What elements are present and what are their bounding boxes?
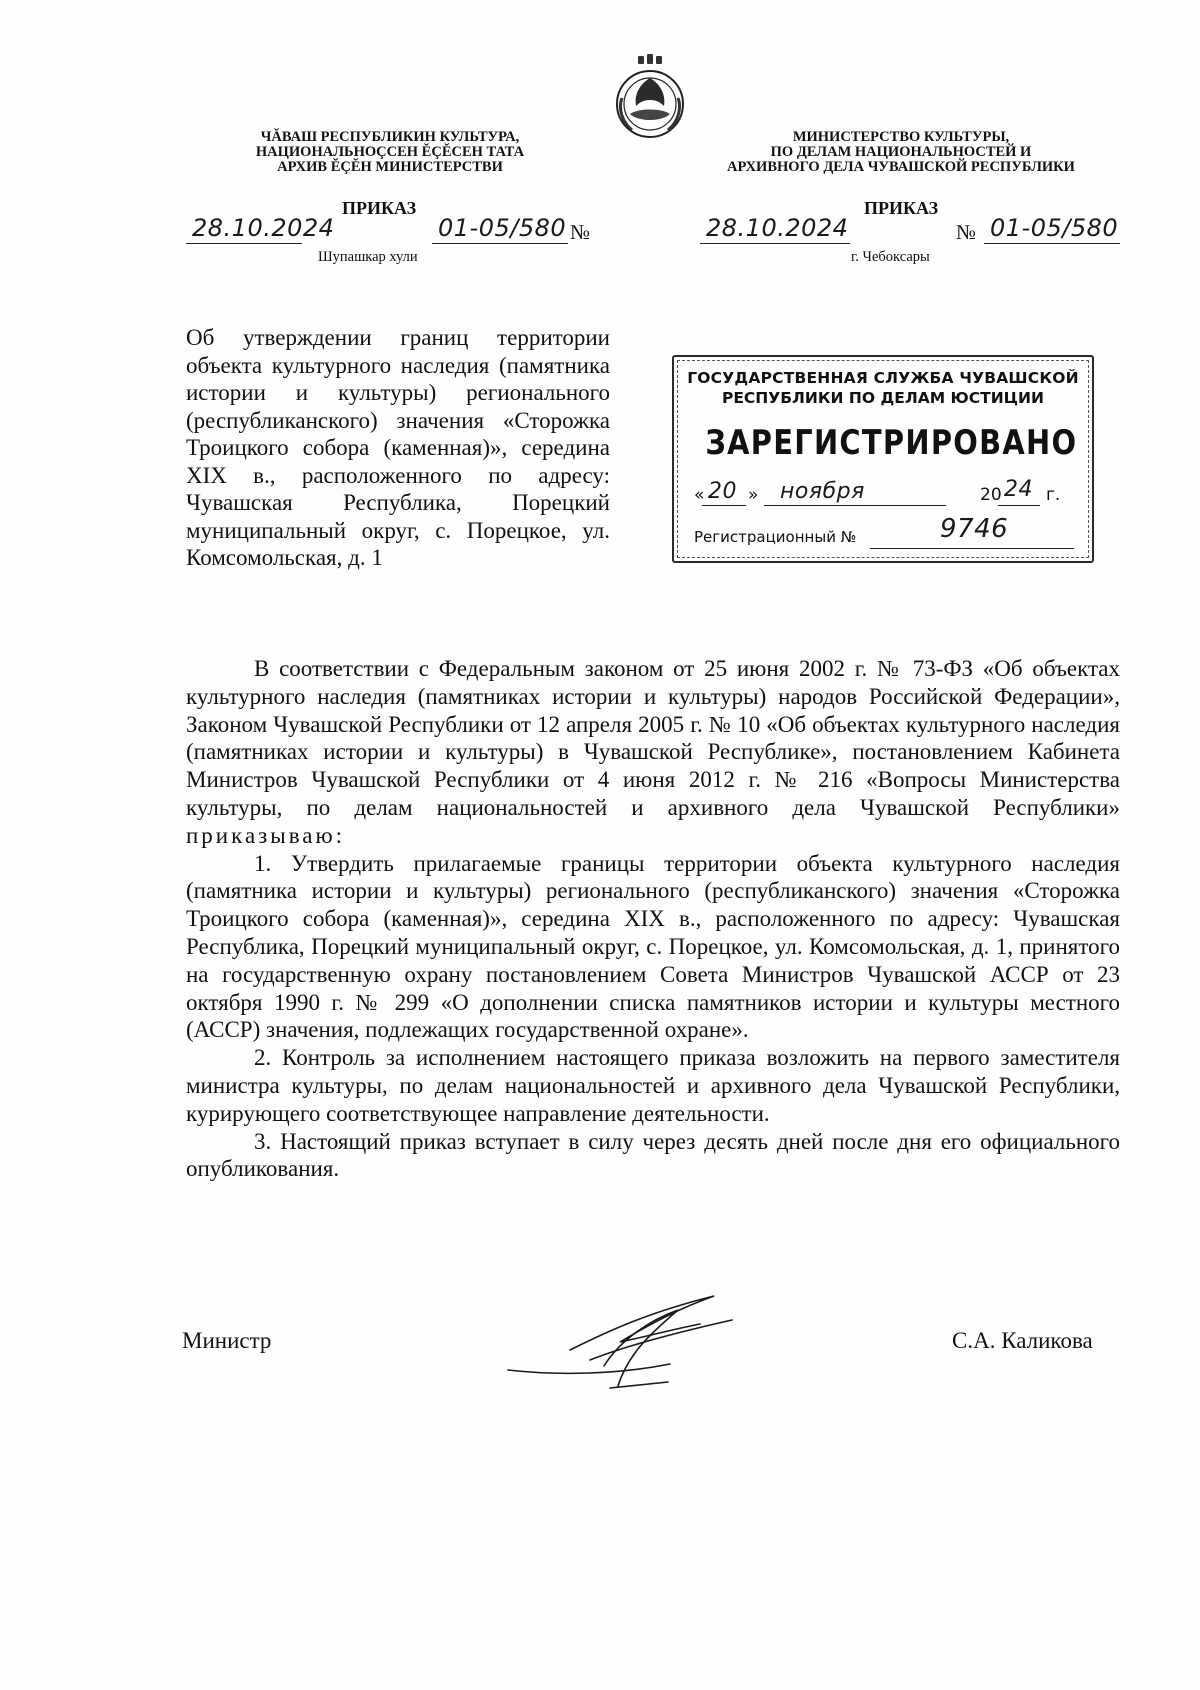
stamp-month: ноября xyxy=(780,479,865,504)
stamp-registration-line xyxy=(694,514,1079,552)
stamp-quote-close: » xyxy=(748,485,759,505)
document-title: Об утверждении границ территории объекта культурного наследия (памятника истории и культуры) регионального (республиканского) значения «Сторожка Троицкого собора (каменная)», середина XIX в., расположенного по адресу: Чувашская Республика, Порецкий муниципальный округ, с. Порецкое, ул. Комсомольская, д. 1 xyxy=(186,325,610,570)
header-left-line1: ЧĂВАШ РЕСПУБЛИКИН КУЛЬТУРА, xyxy=(260,129,520,145)
stamp-date-line xyxy=(694,477,1079,513)
handwritten-signature xyxy=(500,1290,760,1400)
preamble-text: В соответствии с Федеральным законом от 25 июня 2002 г. № 73-ФЗ «Об объектах культурного наследия (памятниках истории и культуры) народов Российской Федерации», Законом Чувашской Республики от 12 апреля 2005 г. № 10 «Об объектах культурного наследия (памятниках истории и культуры) в Чувашской Республике», постановлением Кабинета Министров Чувашской Республики от 4 июня 2012 г. № 216 «Вопросы Министерства культуры, по делам национальностей и архивного дела Чувашской Республики» xyxy=(186,656,1120,820)
stamp-year-suffix: 24 xyxy=(1004,477,1033,502)
body-paragraph-2: 2. Контроль за исполнением настоящего приказа возложить на первого заместителя министра культуры, по делам национальностей и архивного дела Чувашской Республики, курирующего соответствующее направление деятельности. xyxy=(186,1045,1120,1126)
number-sign-right: № xyxy=(956,220,977,244)
stamp-registered-label: ЗАРЕГИСТРИРОВАНО xyxy=(705,423,1078,463)
header-right-ministry-name-russian xyxy=(706,130,1096,175)
place-right: г. Чебоксары xyxy=(851,249,930,265)
header-right-line3: АРХИВНОГО ДЕЛА ЧУВАШСКОЙ РЕСПУБЛИКИ xyxy=(727,159,1075,175)
registration-stamp xyxy=(672,355,1094,563)
order-date-right: 28.10.2024 xyxy=(706,214,849,242)
stamp-reg-underline xyxy=(870,548,1074,549)
order-date-left: 28.10.2024 xyxy=(192,214,335,242)
stamp-year-g: г. xyxy=(1046,485,1061,505)
stamp-quote-open: « xyxy=(694,485,705,505)
signatory-position: Министр xyxy=(182,1328,272,1353)
header-left-ministry-name-chuvash xyxy=(210,130,570,175)
order-label-right: ПРИКАЗ xyxy=(864,198,939,218)
order-number-left: 01-05/580 xyxy=(438,214,567,242)
body-paragraph-1: 1. Утвердить прилагаемые границы территории объекта культурного наследия (памятника истории и культуры) регионального (республиканского) значения «Сторожка Троицкого собора (каменная)», середина XIX в., расположенного по адресу: Чувашская Республика, Порецкий муниципальный округ, с. Порецкое, ул. Комсомольская, д. 1, принятого на государственную охрану постановлением Совета Министров Чувашской АССР от 23 октября 1990 г. № 299 «О дополнении списка памятников истории и культуры местного (АССР) значения, подлежащих государственной охране». xyxy=(186,850,1120,1043)
signatory-name: С.А. Каликова xyxy=(952,1328,1093,1353)
stamp-month-underline xyxy=(764,505,946,506)
stamp-reg-label: Регистрационный № xyxy=(694,528,857,546)
order-number-right: 01-05/580 xyxy=(990,214,1119,242)
stamp-day: 20 xyxy=(708,479,737,504)
stamp-agency-line2: РЕСПУБЛИКИ ПО ДЕЛАМ ЮСТИЦИИ xyxy=(721,389,1044,407)
body-paragraph-3: 3. Настоящий приказ вступает в силу через десять дней после дня его официального опубликования. xyxy=(186,1128,1120,1182)
stamp-day-underline xyxy=(702,505,746,506)
order-word: приказываю: xyxy=(186,822,346,848)
stamp-year-underline xyxy=(998,505,1040,506)
coat-of-arms-emblem xyxy=(600,48,700,148)
stamp-year-prefix: 20 xyxy=(980,485,1002,505)
body-paragraph-preamble xyxy=(186,655,1120,850)
stamp-agency-line1: ГОСУДАРСТВЕННАЯ СЛУЖБА ЧУВАШСКОЙ xyxy=(687,369,1079,387)
header-right-line2: ПО ДЕЛАМ НАЦИОНАЛЬНОСТЕЙ И xyxy=(770,144,1032,160)
number-sign-left: № xyxy=(570,220,591,244)
header-left-line3: АРХИВ ĔÇĔН МИНИСТЕРСТВИ xyxy=(277,159,503,175)
header-left-line2: НАЦИОНАЛЬНОÇСЕН ĔÇĔСЕН ТАТА xyxy=(255,144,525,160)
stamp-reg-number: 9746 xyxy=(940,514,1009,544)
header-right-line1: МИНИСТЕРСТВО КУЛЬТУРЫ, xyxy=(792,129,1010,145)
document-body xyxy=(186,655,1120,1183)
order-label-left: ПРИКАЗ xyxy=(342,198,417,218)
place-left: Шупашкар хули xyxy=(318,249,418,265)
